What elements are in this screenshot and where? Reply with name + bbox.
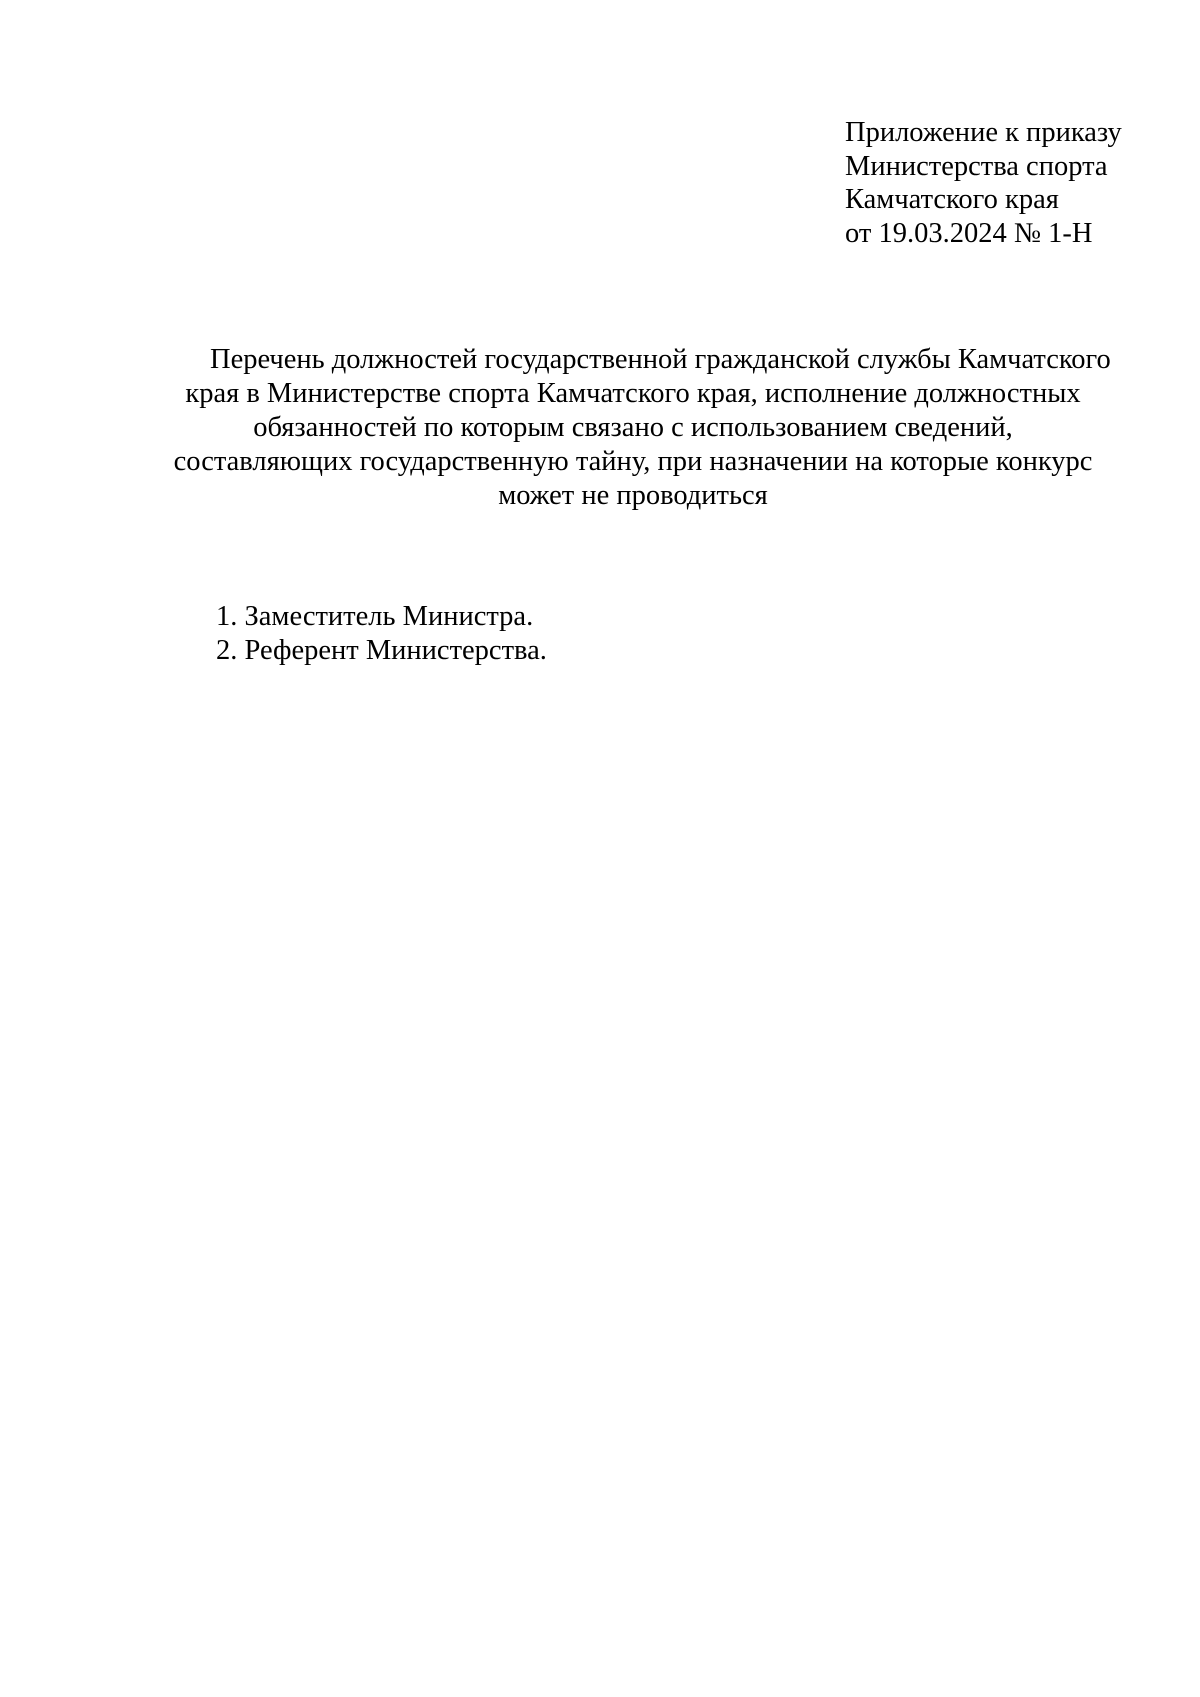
list-item: 1. Заместитель Министра. [216,601,534,632]
document-title [160,343,1111,513]
appendix-order-date: от 19.03.2024 № 1-Н [845,217,1093,249]
positions-list [216,600,547,667]
title-line: составляющих государственную тайну, при назначении на которые конкурс [173,446,1093,477]
appendix-line: Камчатского края [845,184,1059,215]
title-line: обязанностей по которым связано с использованием сведений, [253,412,1013,443]
title-line: может не проводиться [498,480,768,511]
appendix-line: Министерства спорта [845,150,1108,182]
title-line: Перечень должностей государственной гражданской службы Камчатского [210,344,1111,375]
appendix-header [845,116,1122,250]
appendix-line: Приложение к приказу [845,117,1122,148]
title-line: края в Министерстве спорта Камчатского края, исполнение должностных [185,378,1081,409]
list-item: 2. Референт Министерства. [216,634,547,666]
